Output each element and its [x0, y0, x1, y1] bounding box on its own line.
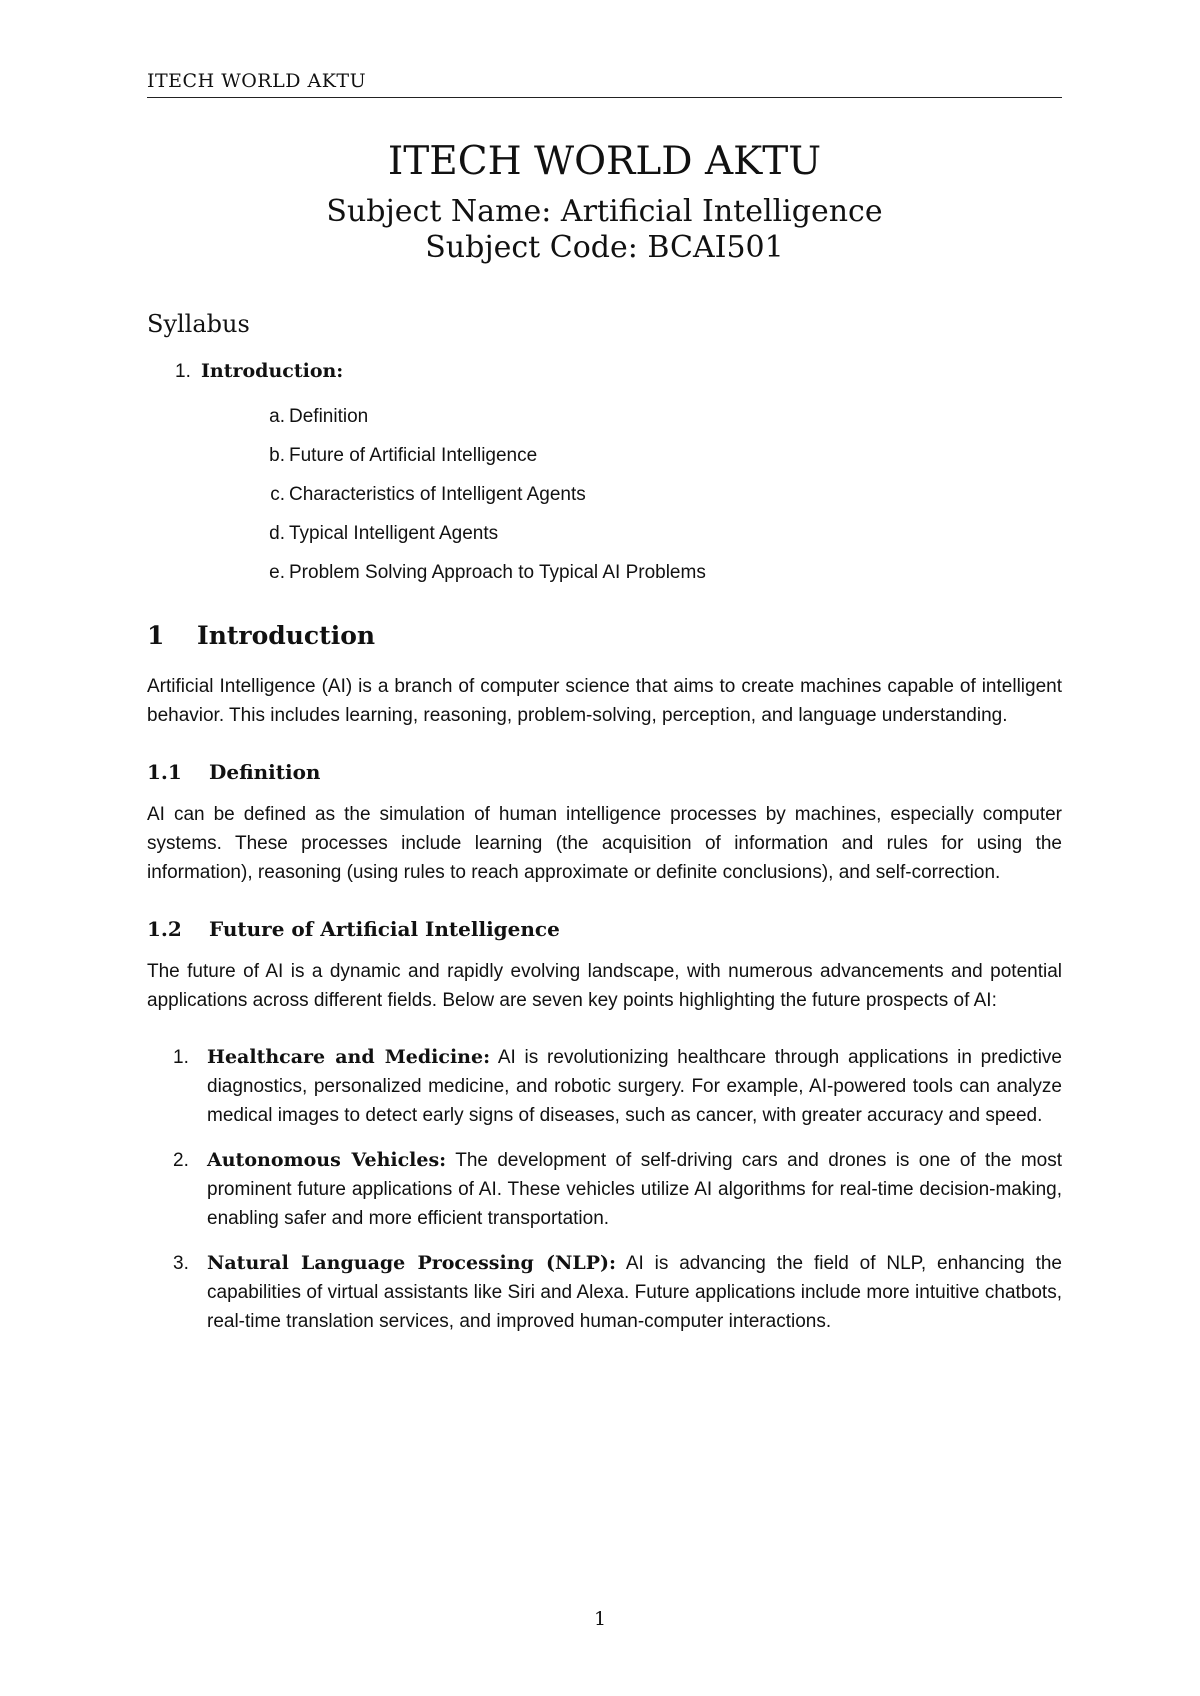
subsection-number: 1.2 [147, 917, 182, 941]
syllabus-subitem-marker: a. [269, 406, 285, 427]
syllabus-item-title: Introduction: [201, 360, 344, 382]
syllabus-subitem-marker: b. [269, 445, 285, 466]
future-points-list [147, 1043, 1062, 1336]
syllabus-item-marker: 1. [175, 361, 191, 382]
subsection-title: Future of Artificial Intelligence [209, 917, 560, 941]
list-item [147, 1146, 1062, 1233]
syllabus-subitem-marker: c. [270, 484, 285, 505]
syllabus-subitem-text: Problem Solving Approach to Typical AI Problems [289, 562, 706, 583]
definition-paragraph: AI can be defined as the simulation of human intelligence processes by machines, especially computer systems. These processes include learning (the acquisition of information and rules for using the information), reasoning (using rules to reach approximate or definite conclusions), and self-correction. [147, 804, 1062, 883]
syllabus-subitem-marker: d. [269, 523, 285, 544]
syllabus-subitem-text: Typical Intelligent Agents [289, 523, 499, 544]
syllabus-subitem [255, 405, 1062, 429]
syllabus-subitem [255, 522, 1062, 546]
syllabus-subitem-text: Definition [289, 406, 369, 427]
section-heading-introduction [147, 621, 1062, 650]
list-item-marker: 3. [173, 1253, 189, 1274]
page-number: 1 [593, 1608, 607, 1630]
document-title: ITECH WORLD AKTU [387, 139, 822, 184]
list-item-marker: 2. [173, 1150, 189, 1171]
syllabus-subitem-text: Future of Artificial Intelligence [289, 445, 538, 466]
list-item-text: AI is advancing the field of NLP, enhancing the capabilities of virtual assistants like Siri and Alexa. Future applications include more intuitive chatbots, real-time translation services, and improved human-computer interactions. [207, 1253, 1062, 1332]
future-paragraph: The future of AI is a dynamic and rapidly evolving landscape, with numerous advancements and potential applications across different fields. Below are seven key points highlighting the future prospects of AI: [147, 961, 1062, 1011]
syllabus-subitem [255, 561, 1062, 585]
list-item-title: Healthcare and Medicine: [207, 1046, 491, 1068]
subsection-heading-definition [147, 760, 1062, 784]
subsection-title: Definition [209, 760, 321, 784]
title-block [147, 138, 1062, 266]
syllabus-subitem [255, 444, 1062, 468]
list-item-text: The development of self-driving cars and drones is one of the most prominent future applications of AI. These vehicles utilize AI algorithms for real-time decision-making, enabling safer and more efficient transportation. [207, 1150, 1062, 1229]
list-item [147, 1249, 1062, 1336]
section-title: Introduction [197, 621, 376, 650]
subsection-heading-future [147, 917, 1062, 941]
list-item-title: Autonomous Vehicles: [207, 1149, 447, 1171]
list-item-text: AI is revolutionizing healthcare through applications in predictive diagnostics, personalized medicine, and robotic surgery. For example, AI-powered tools can analyze medical images to detect early signs of diseases, such as cancer, with greater accuracy and speed. [207, 1047, 1062, 1126]
syllabus-subitem [255, 483, 1062, 507]
syllabus-subitem-marker: e. [269, 562, 285, 583]
list-item [147, 1043, 1062, 1130]
list-item-marker: 1. [173, 1047, 189, 1068]
syllabus-sublist [255, 405, 1062, 585]
list-item-title: Natural Language Processing (NLP): [207, 1252, 617, 1274]
running-header-text: ITECH WORLD AKTU [147, 70, 367, 92]
running-header [147, 70, 1062, 98]
main-content [147, 310, 1062, 1352]
syllabus-subitem-text: Characteristics of Intelligent Agents [289, 484, 586, 505]
introduction-paragraph: Artificial Intelligence (AI) is a branch of computer science that aims to create machines capable of intelligent behavior. This includes learning, reasoning, problem-solving, perception, and language understanding. [147, 676, 1062, 726]
subsection-number: 1.1 [147, 760, 182, 784]
subject-name: Subject Name: Artificial Intelligence [326, 194, 883, 229]
syllabus-item [175, 360, 1062, 585]
syllabus-heading: Syllabus [147, 310, 250, 338]
section-number: 1 [147, 621, 165, 650]
subject-code: Subject Code: BCAI501 [425, 230, 784, 265]
